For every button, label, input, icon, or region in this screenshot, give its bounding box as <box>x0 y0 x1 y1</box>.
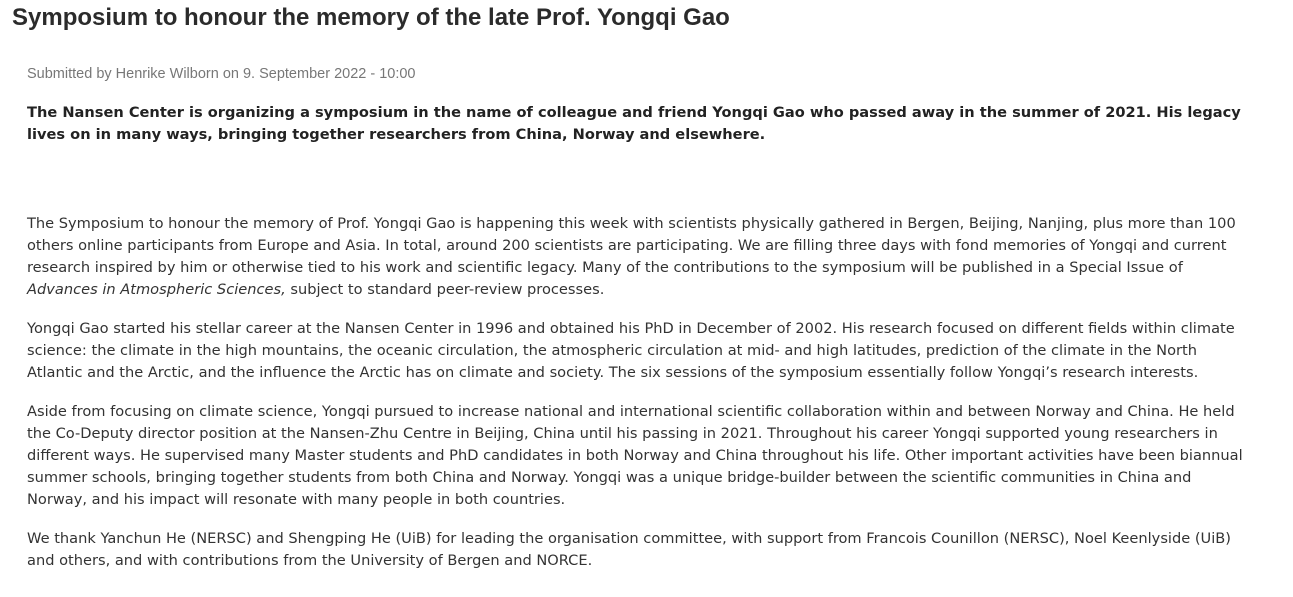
lead-paragraph: The Nansen Center is organizing a symposium in the name of colleague and friend Yongqi Gao who passed away in the summer of 2021. His legacy lives on in many ways, bringing together researchers from China, Norway and elsewhere. <box>27 104 1241 143</box>
paragraph-symposium <box>27 213 1253 301</box>
paragraph-symposium-text-end: subject to standard peer-review processes. <box>285 281 605 298</box>
journal-name: Advances in Atmospheric Sciences, <box>27 281 286 298</box>
page-title: Symposium to honour the memory of the late Prof. Yongqi Gao <box>12 4 730 31</box>
paragraph-symposium-text: The Symposium to honour the memory of Prof. Yongqi Gao is happening this week with scientists physically gathered in Bergen, Beijing, Nanjing, plus more than 100 others online participants from Europe and Asia. In total, around 200 scientists are participating. We are filling three days with fond memories of Yongqi and current research inspired by him or otherwise tied to his work and scientific legacy. Many of the contributions to the symposium will be published in a Special Issue of <box>27 215 1236 276</box>
paragraph-collaboration: Aside from focusing on climate science, Yongqi pursued to increase national and international scientific collaboration within and between Norway and China. He held the Co-Deputy director position at the Nansen-Zhu Centre in Beijing, China until his passing in 2021. Throughout his career Yongqi supported young researchers in different ways. He supervised many Master students and PhD candidates in both Norway and China throughout his life. Other important activities have been biannual summer schools, bringing together students from both China and Norway. Yongqi was a unique bridge-builder between the scientific communities in China and Norway, and his impact will resonate with many people in both countries. <box>27 403 1243 508</box>
submitted-info: Submitted by Henrike Wilborn on 9. September 2022 - 10:00 <box>27 66 416 82</box>
paragraph-career: Yongqi Gao started his stellar career at the Nansen Center in 1996 and obtained his PhD in December of 2002. His research focused on different fields within climate science: the climate in the high mountains, the oceanic circulation, the atmospheric circulation at mid- and high latitudes, prediction of the climate in the North Atlantic and the Arctic, and the influence the Arctic has on climate and society. The six sessions of the symposium essentially follow Yongqi’s research interests. <box>27 320 1235 381</box>
paragraph-thanks: We thank Yanchun He (NERSC) and Shengping He (UiB) for leading the organisation committee, with support from Francois Counillon (NERSC), Noel Keenlyside (UiB) and others, and with contributions from the University of Bergen and NORCE. <box>27 530 1231 569</box>
article-body <box>27 102 1253 572</box>
